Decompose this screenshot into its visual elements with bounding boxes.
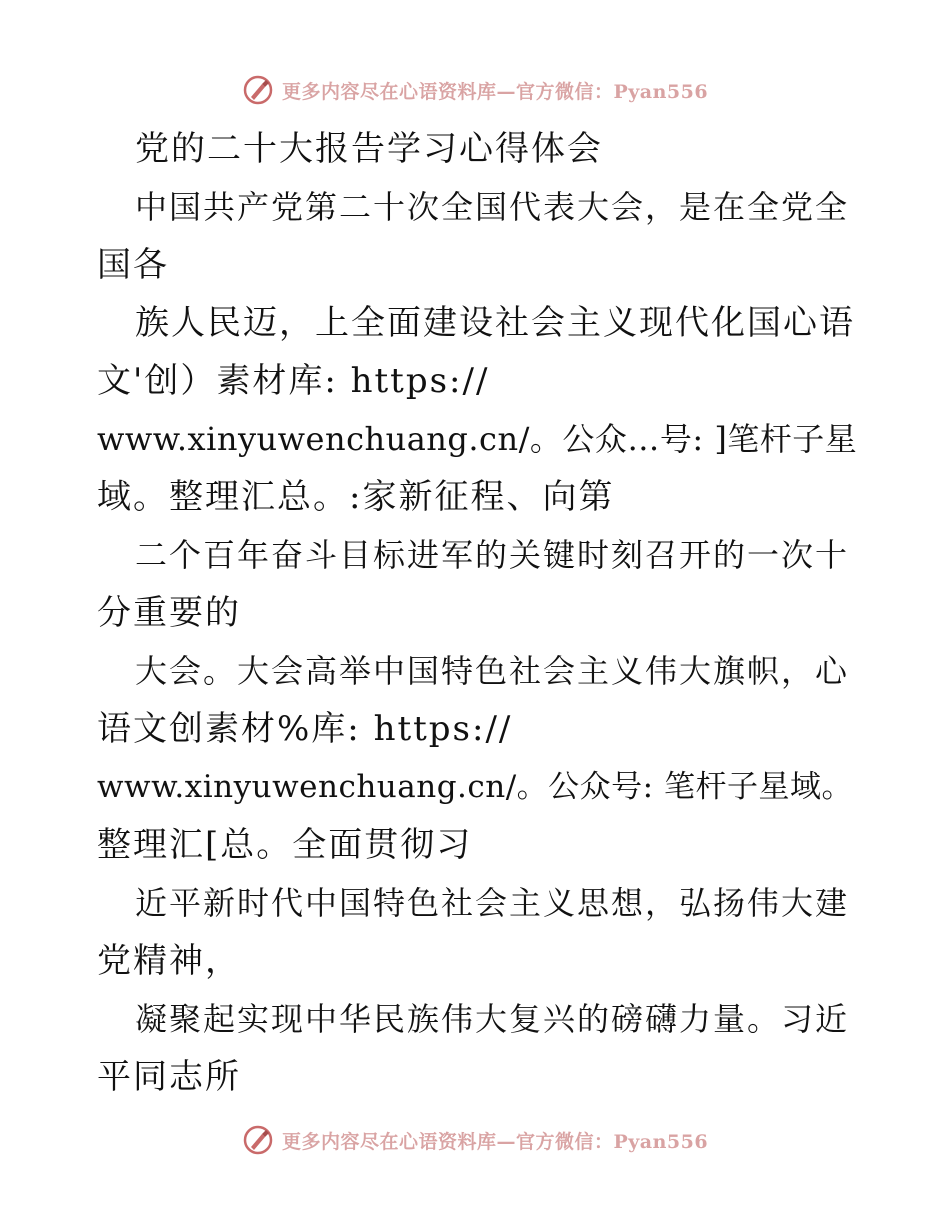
pen-logo-icon bbox=[242, 74, 274, 106]
text-line: 族人民迈，上全面建设社会主义现代化国心语 bbox=[135, 303, 855, 343]
pen-logo-icon bbox=[242, 1124, 274, 1156]
text-line: 文'创）素材库: https:// bbox=[97, 361, 490, 401]
text-line: www.xinyuwenchuang.cn/。公众…号: ]笔杆子星 bbox=[97, 420, 857, 458]
text-line: 二个百年奋斗目标进军的关键时刻召开的一次十 bbox=[135, 536, 850, 574]
banner-text: 更多内容尽在心语资料库—官方微信：Pyan556 bbox=[281, 1130, 709, 1153]
text-line: 整理汇[总。全面贯彻习 bbox=[97, 825, 473, 865]
text-line: 党精神， bbox=[97, 941, 241, 981]
text-line: 凝聚起实现中华民族伟大复兴的磅礴力量。习近 bbox=[135, 1000, 850, 1038]
document-body bbox=[97, 120, 857, 1106]
text-line: 大会。大会高举中国特色社会主义伟大旗帜，心 bbox=[135, 652, 850, 690]
header-banner bbox=[0, 70, 950, 110]
text-line: 域。整理汇总。:家新征程、向第 bbox=[97, 477, 615, 517]
footer-banner bbox=[0, 1120, 950, 1160]
text-line: 党的二十大报告学习心得体会 bbox=[135, 129, 603, 169]
text-line: www.xinyuwenchuang.cn/。公众号: 笔杆子星域。 bbox=[97, 769, 853, 805]
text-line: 语文创素材%库: https:// bbox=[97, 709, 513, 749]
text-line: 平同志所 bbox=[97, 1057, 241, 1097]
text-line: 国各 bbox=[97, 245, 169, 285]
text-line: 中国共产党第二十次全国代表大会，是在全党全 bbox=[135, 188, 850, 226]
banner-text: 更多内容尽在心语资料库—官方微信：Pyan556 bbox=[281, 80, 709, 103]
text-line: 分重要的 bbox=[97, 593, 241, 633]
text-line: 近平新时代中国特色社会主义思想，弘扬伟大建 bbox=[135, 884, 850, 922]
